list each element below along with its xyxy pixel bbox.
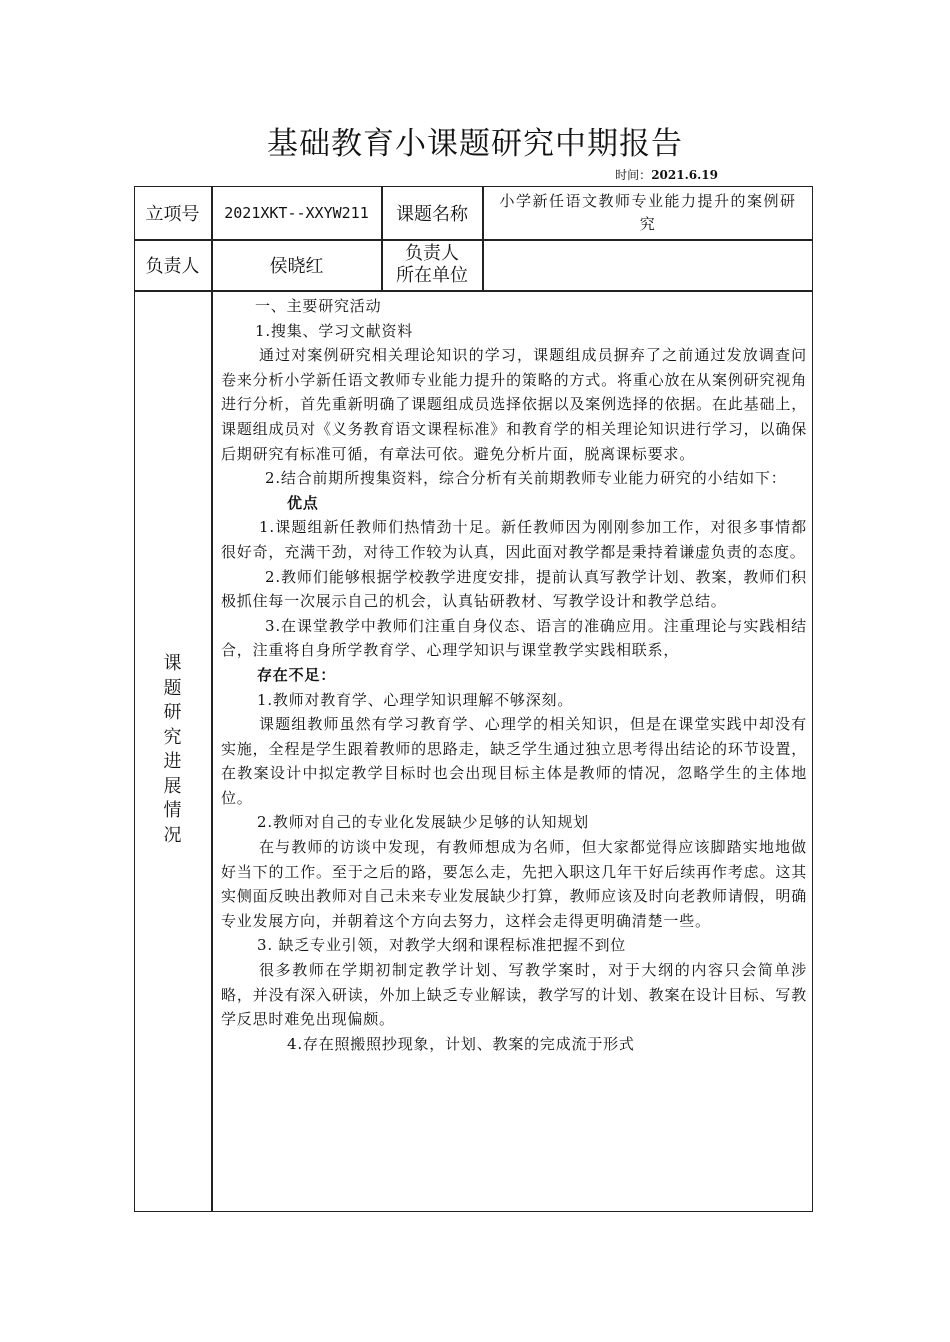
paragraph: 2.教师们能够根据学校教学进度安排，提前认真写教学计划、教案，教师们积极抓住每一次展示自己的机会，认真钻研教材、写教学设计和教学总结。 [221,567,807,611]
date-value: 2021.6.19 [651,168,718,182]
table-rule [211,186,213,1212]
lead-unit-label-line2: 所在单位 [396,265,468,286]
paragraph: 课题组教师虽然有学习教育学、心理学的相关知识，但是在课堂实践中却没有实施，全程是学生跟着教师的思路走，缺乏学生通过独立思考得出结论的环节设置，在教案设计中拟定教学目标时也会出现目标主体是教师的情况，忽略学生的主体地位。 [221,715,807,807]
paragraph: 2.结合前期所搜集资料，综合分析有关前期教师专业能力研究的小结如下： [265,469,787,488]
paragraph: 1.课题组新任教师们热情劲十足。新任教师因为刚刚参加工作，对很多事情都很好奇，充满干劲，对待工作较为认真，因此面对教学都是秉持着谦虚负责的态度。 [221,518,807,561]
side-char: 研 [163,702,182,723]
page-title: 基础教育小课题研究中期报告 [267,126,683,162]
side-char: 进 [163,751,182,772]
side-char: 况 [163,824,182,846]
list-item: 2.教师对自己的专业化发展缺少足够的认知规划 [257,813,589,832]
side-char: 情 [163,800,182,821]
lead-unit-value [483,240,813,290]
lead-unit-label-line1: 负责人 [405,243,459,264]
topic-name-value: 小学新任语文教师专业能力提升的案例研究 [499,191,797,233]
subsection-heading: 1.搜集、学习文献资料 [255,321,414,340]
list-item: 4.存在照搬照抄现象，计划、教案的完成流于形式 [287,1034,635,1053]
progress-content [221,294,807,1210]
project-lead-label: 负责人 [145,256,200,277]
date-label: 时间： [615,168,652,182]
topic-name-label: 课题名称 [396,203,468,225]
report-date [615,166,718,183]
project-lead-value: 侯晓红 [269,256,324,277]
lead-unit-label [382,240,482,290]
paragraph: 通过对案例研究相关理论知识的学习，课题组成员摒弃了之前通过发放调查问卷来分析小学新任语文教师专业能力提升的策略的方式。将重心放在从案例研究视角进行分析，首先重新明确了课题组成员选择依据以及案例选择的依据。在此基础上，课题组成员对《义务教育语文课程标准》和教育学的相关理论知识进行学习，以确保后期研究有标准可循，有章法可依。避免分析片面，脱离课标要求。 [221,346,807,463]
paragraph: 在与教师的访谈中发现，有教师想成为名师，但大家都觉得应该脚踏实地地做好当下的工作。至于之后的路，要怎么走，先把入职这几年干好后续再作考虑。这其实侧面反映出教师对自己未来专业发展缺少打算，教师应该及时向老教师请假，明确专业发展方向，并朝着这个方向去努力，这样会走得更明确清楚一些。 [221,838,807,930]
weaknesses-heading: 存在不足： [257,665,337,684]
paragraph: 很多教师在学期初制定教学计划、写教学案时，对于大纲的内容只会简单涉略，并没有深入研读，外加上缺乏专业解读，教学写的计划、教案在设计目标、写教学反思时难免出现偏颇。 [221,961,807,1029]
project-id-value: 2021XKT--XXYW211 [224,203,369,222]
list-item: 1.教师对教育学、心理学知识理解不够深刻。 [257,690,574,709]
side-char: 究 [163,726,182,748]
table-rule [134,290,813,292]
section-heading: 一、主要研究活动 [255,297,382,315]
side-char: 展 [163,775,182,797]
project-id-label: 立项号 [145,203,200,225]
side-char: 课 [163,653,182,674]
progress-section-label [134,652,211,848]
strengths-heading: 优点 [287,493,319,512]
side-char: 题 [163,677,182,699]
paragraph: 3.在课堂教学中教师们注重自身仪态、语言的准确应用。注重理论与实践相结合，注重将自身所学教育学、心理学知识与课堂教学实践相联系， [221,616,807,660]
list-item: 3. 缺乏专业引领，对教学大纲和课程标准把握不到位 [257,936,627,955]
